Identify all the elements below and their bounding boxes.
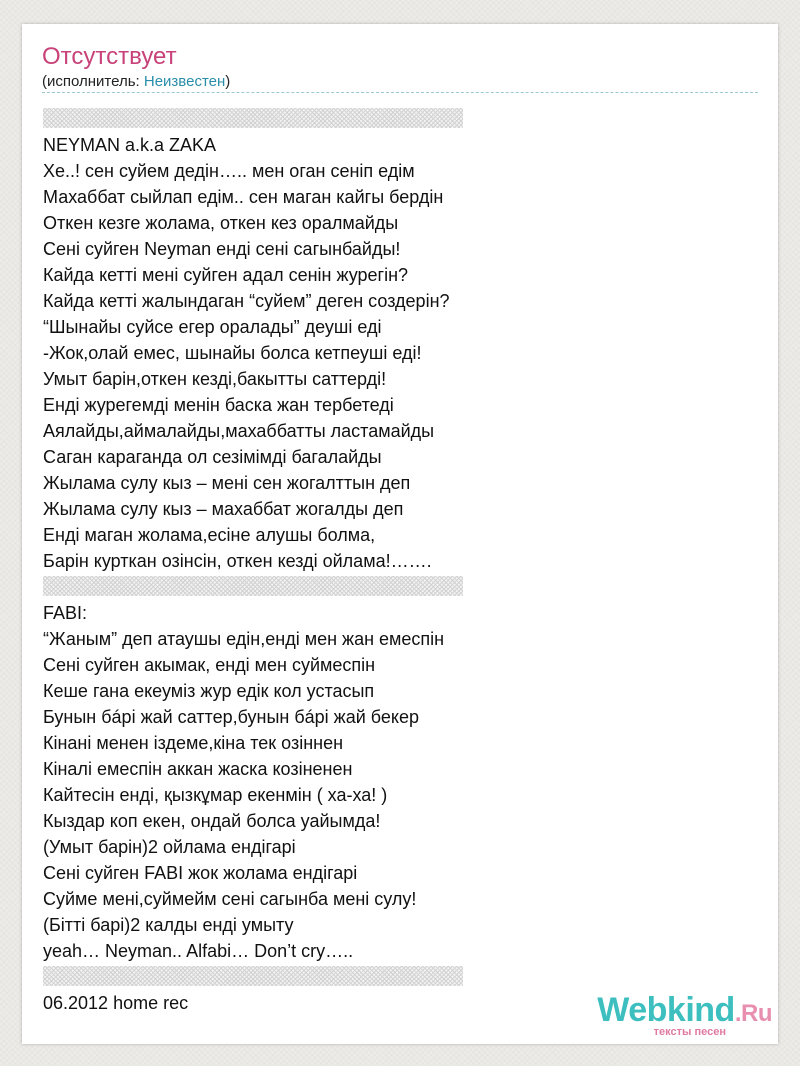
- lyric-line: Барін курткан озінсін, откен кезді ойлама!…….: [43, 551, 432, 571]
- section-separator: [43, 108, 463, 128]
- lyric-line: Кінані менен іздеме,кіна тек озіннен: [43, 733, 344, 753]
- verse-block-1: [43, 132, 743, 574]
- lyric-line: Кыздар коп екен, ондай болса уайымда!: [43, 811, 381, 831]
- lyric-line: Кіналі емеспін аккан жаска козіненен: [43, 759, 353, 779]
- lyric-line: Жылама сулу кыз – махаббат жогалды деп: [43, 499, 404, 519]
- lyric-line: Енді маган жолама,есіне алушы болма,: [43, 525, 376, 545]
- lyric-line: (Бітті барі)2 калды енді умыту: [43, 915, 294, 935]
- performer-suffix: ): [225, 73, 231, 90]
- lyric-line: Сені суйген FABI жок жолама ендігарі: [43, 863, 358, 883]
- lyric-line: Сені суйген акымак, енді мен суймеспін: [43, 655, 376, 675]
- lyric-line: “Жаным” деп атаушы едін,енді мен жан емеспін: [43, 629, 445, 649]
- verse-block-2: [43, 600, 743, 964]
- lyrics-body: [43, 106, 743, 1016]
- song-title: Отсутствует: [42, 43, 177, 70]
- lyric-line: Хе..! сен суйем дедін….. мен оган сеніп едім: [43, 161, 415, 181]
- performer-line: [42, 72, 230, 92]
- lyrics-card: [22, 24, 778, 1044]
- lyric-line: Аялайды,аймалайды,махаббатты ластамайды: [43, 421, 435, 441]
- lyric-line: Кайда кетті мені суйген адал сенін журегін?: [43, 265, 409, 285]
- lyric-line: NEYMAN a.k.a ZAKA: [43, 135, 217, 155]
- logo-tagline: тексты песен: [653, 1026, 726, 1038]
- lyric-line: Махаббат сыйлап едім.. сен маган кайгы бердін: [43, 187, 444, 207]
- lyric-line: “Шынайы суйсе егер оралады” деуші еді: [43, 317, 382, 337]
- lyric-line: Суйме мені,суймейм сені сагынба мені сулу!: [43, 889, 417, 909]
- header-divider: [42, 92, 758, 93]
- logo-name: Webkind: [597, 991, 735, 1029]
- logo-tld: .Ru: [734, 1000, 772, 1027]
- lyric-line: Откен кезге жолама, откен кез оралмайды: [43, 213, 399, 233]
- lyric-line: yeah… Neyman.. Alfabi… Don’t cry…..: [43, 941, 354, 961]
- lyric-line: Бунын бáрі жай саттер,бунын бáрі жай бекер: [43, 707, 419, 727]
- performer-link[interactable]: Неизвестен: [143, 73, 226, 90]
- webkind-logo[interactable]: [572, 992, 772, 1040]
- recording-note: 06.2012 home rec: [43, 993, 189, 1013]
- lyric-line: Кеше гана екеуміз жур едік кол устасып: [43, 681, 375, 701]
- section-separator: [43, 966, 463, 986]
- lyric-line: FABI:: [43, 603, 88, 623]
- lyric-line: Кайда кетті жалындаган “суйем” деген создерін?: [43, 291, 450, 311]
- performer-prefix: (исполнитель:: [42, 73, 144, 90]
- lyric-line: Енді журегемді менін баска жан тербетеді: [43, 395, 394, 415]
- lyric-line: Саган караганда ол сезімімді багалайды: [43, 447, 382, 467]
- section-separator: [43, 576, 463, 596]
- lyric-line: -Жок,олай емес, шынайы болса кетпеуші еді!: [43, 343, 422, 363]
- lyric-line: (Умыт барін)2 ойлама ендігарі: [43, 837, 296, 857]
- lyric-line: Кайтесін енді, қызкұмар екенмін ( ха-ха! ): [43, 785, 388, 805]
- lyric-line: Жылама сулу кыз – мені сен жогалттын деп: [43, 473, 411, 493]
- lyric-line: Сені суйген Neyman енді сені сагынбайды!: [43, 239, 401, 259]
- lyric-line: Умыт барін,откен кезді,бакытты саттерді!: [43, 369, 387, 389]
